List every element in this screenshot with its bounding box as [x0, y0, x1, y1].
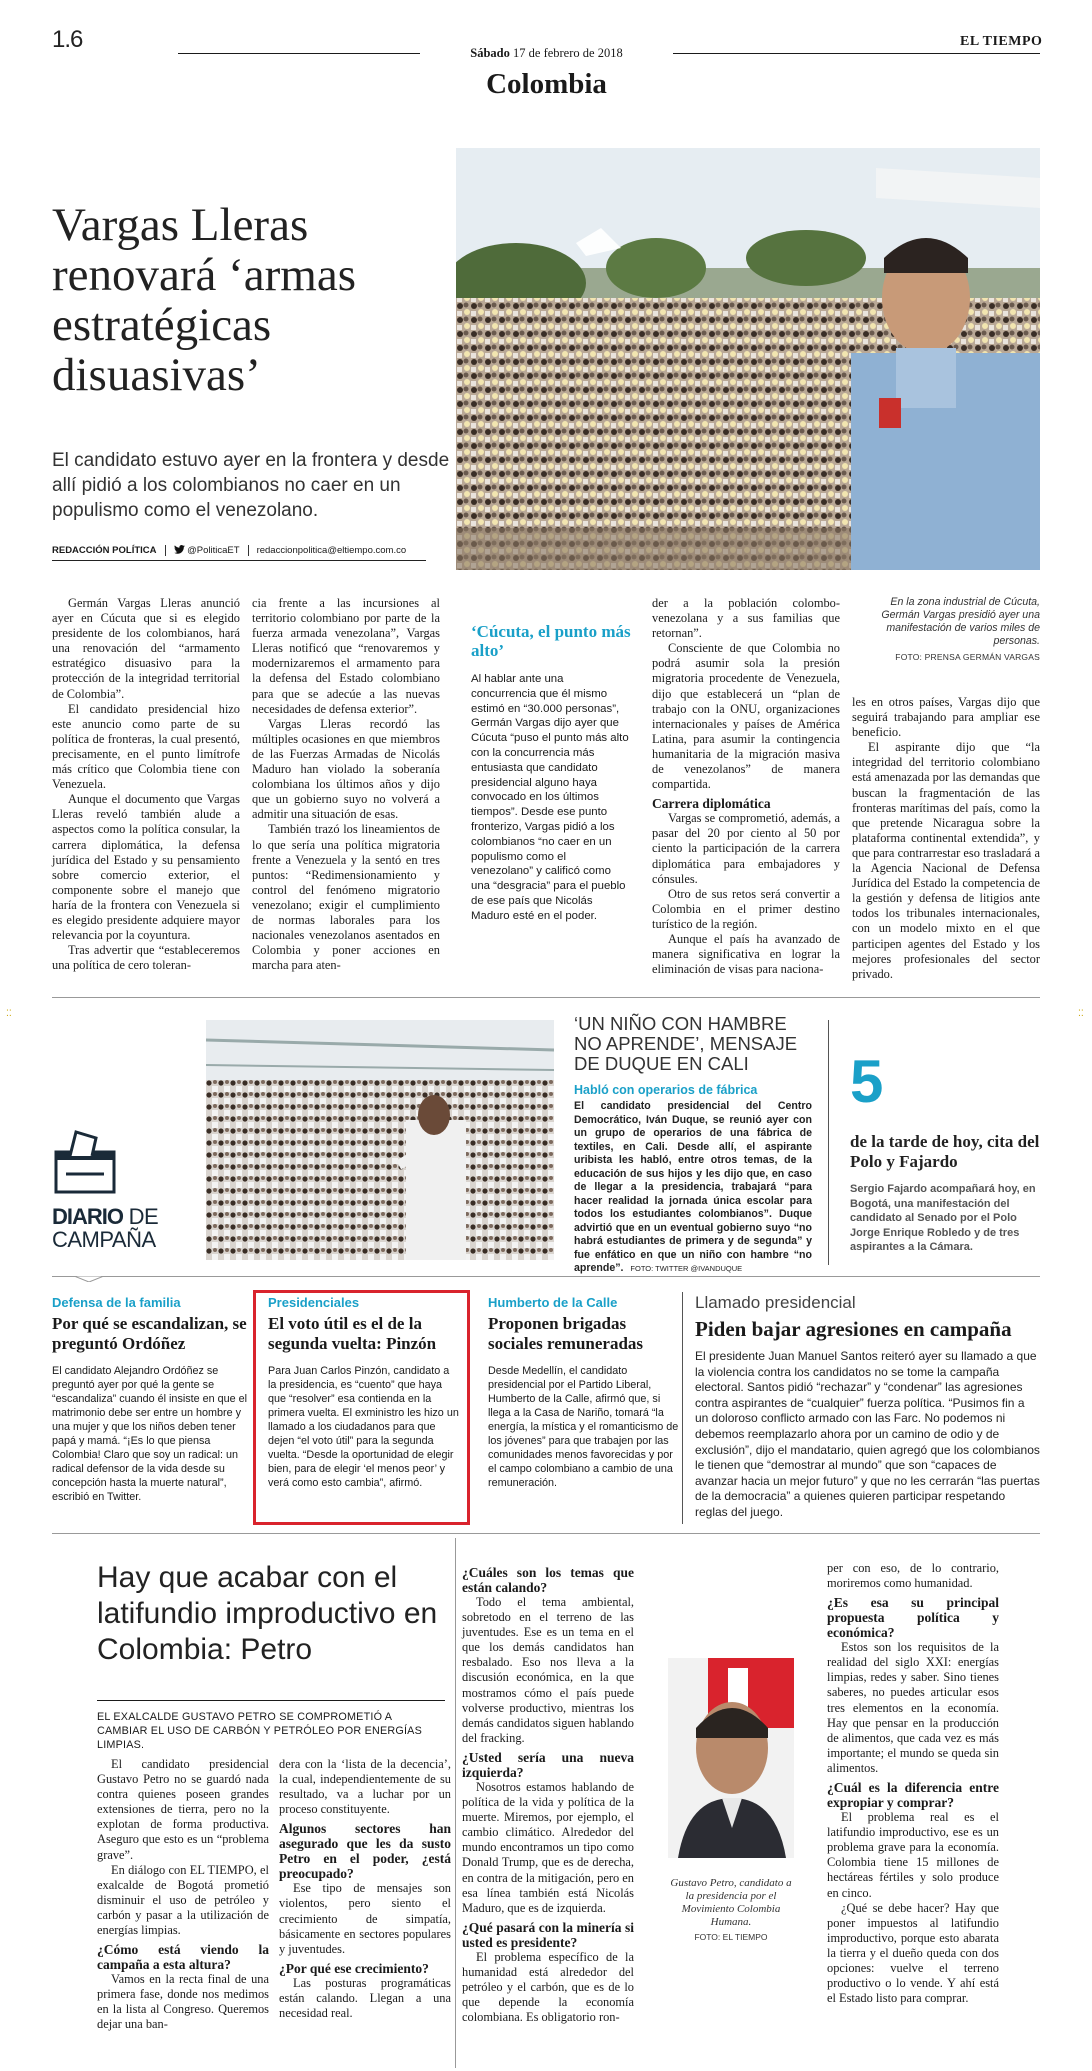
crop-mark-right: ⁚⁚ — [1078, 1008, 1084, 1018]
interview-paragraph: Vamos en la recta final de una primera fase, donde nos medimos en la lista al Congreso. Queremos dejar una ban- — [97, 1972, 269, 2032]
petro-caption-text: Gustavo Petro, candidato a la presidencia por el Movimiento Colombia Humana. — [670, 1877, 792, 1928]
main-col1-p: El candidato presidencial hizo este anuncio como parte de su política de fronteras, la cual presentó, precisamente, en el punto limítrofe más crítico que Colombia tiene con Venezuela. — [52, 701, 240, 792]
big-number: 5 — [850, 1048, 884, 1115]
header-date — [420, 46, 673, 61]
duque-photo — [206, 1020, 554, 1260]
de-word: DE — [128, 1204, 159, 1229]
crowd-illustration — [456, 148, 1040, 570]
brief-text: El presidente Juan Manuel Santos reiteró ayer su llamado a que la violencia contra los candidatos no se tome la campaña electoral. Santos pidió “rechazar” y “condenar” las agresiones contra aspirantes de “cualquier” fuerza política. “Pusimos fin a un doloroso conflicto armado con las Farc. No podemos ni debemos reemplazarlo ahora por un camino de odio y de exclusión”, dijo el mandatario, quien agregó que los colombianos le tienen que “demostrar al mundo” que son “capaces de avanzar hacia un mejor futuro” y que no les cerrarán “las puertas de la democracia” a quienes quieren participar respetando reglas del juego. — [695, 1349, 1040, 1519]
petro-deck-rule — [97, 1700, 445, 1701]
interview-paragraph: per con eso, de lo contrario, moriremos como humanidad. — [827, 1561, 999, 1591]
main-headline: Vargas Lleras renovará ‘armas estratégicas disuasivas’ — [52, 199, 357, 401]
brief-title: Por qué se escandalizan, se preguntó Ordóñez — [52, 1314, 247, 1353]
petro-portrait — [668, 1658, 794, 1858]
brief-text: El candidato Alejandro Ordóñez se preguntó ayer por qué la gente se “escandaliza” cuando él insiste en que el matrimonio debe ser entre un hombre y una mujer y que los niños deben tener papá y mamá. “¡Es lo que piensa Colombia! Claro que soy un radical: un radical defensor de la vida desde su concepción hasta la muerte natural”, escribió en Twitter. — [52, 1365, 248, 1503]
main-subhead: Carrera diplomática — [652, 796, 771, 812]
petro-col-4 — [827, 1561, 999, 2006]
brief-calle — [488, 1295, 684, 1490]
main-col-5 — [852, 695, 1040, 982]
interview-question: ¿Por qué ese crecimiento? — [279, 1960, 429, 1976]
brief-pinzon — [268, 1295, 460, 1490]
duque-headline: ‘UN NIÑO CON HAMBRE NO APRENDE’, MENSAJE DE DUQUE EN CALI — [574, 1013, 798, 1074]
date-day: Sábado — [470, 46, 510, 60]
duque-credit: FOTO: TWITTER @IVANDUQUE — [630, 1264, 743, 1273]
diario-logo-text — [52, 1205, 172, 1251]
diario-word: DIARIO — [52, 1204, 123, 1229]
section-title: Colombia — [486, 68, 607, 100]
main-photo — [456, 148, 1040, 570]
interview-question: ¿Qué pasará con la minería si usted es presidente? — [462, 1919, 634, 1950]
interview-paragraph: El problema real es el latifundio improductivo, ese es un problema grave para la economía. Colombia tiene 15 millones de hectáreas fértiles y solo produce en cinco. — [827, 1810, 999, 1900]
interview-paragraph: dera con la ‘lista de la decencia’, la cual, independientemente de su resultado, va a luchar por un proceso constituyente. — [279, 1757, 451, 1817]
brand-logo: EL TIEMPO — [960, 34, 1043, 49]
main-caption — [866, 596, 1040, 664]
twitter-text: @PoliticaET — [187, 545, 240, 556]
main-col5-p: El aspirante dijo que “la integridad del territorio colombiano está amenazada por las demandas que buscan la fragmentación de las fronteras marítimas del país, como la que pretende Nicaragua sobre la plataforma continental extendida”, y que para contrarrestar eso trasladará a la Agencia Nacional de Defensa Jurídica del Estado la competencia de la gestión y defensa de litigios ante todos los tribunales internacionales, con un modelo mixto en el que participen agentes del Estado y los mejores profesionales del sector privado. — [852, 740, 1040, 981]
brief-title: Piden bajar agresiones en campaña — [695, 1317, 1012, 1341]
interview-question: ¿Cuáles son los temas que están calando? — [462, 1565, 634, 1595]
section-divider — [52, 997, 1040, 998]
main-col4-p: Otro de sus retos será convertir a Colombia en el primer destino turístico de la región. — [652, 886, 840, 931]
interview-paragraph: Todo el tema ambiental, sobretodo en el terreno de las juventudes. Ese es un tema en el que los demás candidatos han resbalado. Eso nos lleva a la discusión económica, en la que mostramos cómo el país puede volverse productivo, mientras los demás candidatos siguen hablando del fracking. — [462, 1595, 634, 1745]
twitter-icon — [174, 545, 185, 554]
interview-paragraph: Ese tipo de mensajes son violentos, pero siento el crecimiento de simpatía, básicamente en sectores populares y juventudes. — [279, 1881, 451, 1956]
byline: REDACCIÓN POLÍTICA — [52, 545, 166, 556]
brief-title: Proponen brigadas sociales remuneradas — [488, 1314, 644, 1353]
main-col-2 — [252, 596, 440, 973]
interview-question: ¿Cómo está viendo la campaña a esta altura? — [97, 1942, 269, 1973]
number-title: de la tarde de hoy, cita del Polo y Fajardo — [850, 1132, 1040, 1171]
sidebar-text: Al hablar ante una concurrencia que él mismo estimó en “30.000 personas”, Germán Vargas dijo ayer que Cúcuta “puso el punto más alto con la concurrencia más entusiasta que candidato presidencial alguno haya convocado en los últimos tiempos”. Desde ese punto fronterizo, Vargas pidió a los colombianos “no caer en un populismo como el venezolano” y calificó como una “desgracia” para el pueblo de ese país que Nicolás Maduro esté en el poder. — [471, 673, 629, 922]
interview-question: ¿Cuál es la diferencia entre expropiar y comprar? — [827, 1780, 999, 1811]
header-rule-right — [673, 53, 1040, 54]
ballot-box-icon — [52, 1130, 118, 1194]
diario-logo — [52, 1130, 172, 1251]
diario-divider — [828, 1020, 829, 1265]
main-deck: El candidato estuvo ayer en la frontera y desde allí pidió a los colombianos no caer en un populismo como el venezolano. — [52, 450, 450, 521]
brief-text: Desde Medellín, el candidato presidencial por el Partido Liberal, Humberto de la Calle, afirmó que, si llega a la Casa de Nariño, tomará “la energía, la mística y el romanticismo de los jóvenes” para que trabajen por las comunidades menos favorecidas y por el campo colombiano a cambio de una remuneración. — [488, 1365, 679, 1489]
brief-kicker: Llamado presidencial — [695, 1293, 856, 1312]
number-text: Sergio Fajardo acompañará hoy, en Bogotá, una manifestación del candidato al Senado por el Polo Jorge Enrique Robledo y de tres aspirantes a la Cámara. — [850, 1183, 1036, 1253]
page-number — [52, 26, 82, 54]
petro-caption — [668, 1877, 794, 1944]
brief-santos — [695, 1293, 1040, 1521]
duque-text — [574, 1100, 812, 1276]
main-col1-p: Germán Vargas Lleras anunció ayer en Cúcuta que si es elegido presidente de los colombianos, hará una renovación del “armamento estratégico disuasivo para la protección de la integridad territorial de Colombia”. — [52, 596, 240, 701]
interview-paragraph: El candidato presidencial Gustavo Petro no se guardó nada contra quienes poseen grandes extensiones de tierra, pero no la explotan de forma productiva. Aseguro que esto es un “problema grave”. — [97, 1757, 269, 1862]
petro-col-2 — [279, 1757, 451, 2021]
sidebar-title: ‘Cúcuta, el punto más alto’ — [471, 622, 631, 660]
duque-subhead: Habló con operarios de fábrica — [574, 1083, 758, 1097]
interview-paragraph: Las posturas programáticas están calando. Llegan a una necesidad real. — [279, 1975, 451, 2021]
main-col1-p: Tras advertir que “estableceremos una política de cero toleran- — [52, 943, 240, 973]
briefs-divider — [682, 1292, 683, 1524]
interview-paragraph: El problema específico de la humanidad está alrededor del petróleo y el carbón, que es de lo que depende la economía colombiana. Es obligatorio ron- — [462, 1949, 634, 2025]
petro-photo — [668, 1658, 794, 1858]
main-col4-p: Aunque el país ha avanzado de manera significativa en lograr la eliminación de visas para naciona- — [652, 931, 840, 977]
main-photo-credit: FOTO: PRENSA GERMÁN VARGAS — [895, 652, 1040, 662]
brief-text: Para Juan Carlos Pinzón, candidato a la presidencia, es “cuento” que haya que “resolver” esa contienda en la primera vuelta. El exministro les hizo un llamado a los ciudadanos para que dejen “el voto útil” para la segunda vuelta. “Desde la oportunidad de elegir bien, para de elegir ‘el menos peor’ y verá como esto cambia”, afirmó. — [268, 1365, 459, 1489]
main-caption-text: En la zona industrial de Cúcuta, Germán Vargas presidió ayer una manifestación de varios miles de personas. — [881, 596, 1040, 647]
interview-question: ¿Es esa su principal propuesta política y económica? — [827, 1595, 999, 1641]
brief-kicker: Defensa de la familia — [52, 1295, 181, 1310]
interview-question: ¿Usted sería una nueva izquierda? — [462, 1749, 634, 1780]
main-col-1 — [52, 596, 240, 973]
petro-top-rule — [52, 1533, 1040, 1534]
petro-col-1 — [97, 1757, 269, 2033]
main-col5-p: les en otros países, Vargas dijo que seguirá trabajando para ampliar ese beneficio. — [852, 695, 1040, 740]
header-rule-left — [178, 53, 420, 54]
main-col4-p: der a la población colombo-venezolana y a sus familias que retornan”. — [652, 596, 840, 641]
petro-col-divider — [455, 1538, 456, 2068]
petro-credit: FOTO: EL TIEMPO — [694, 1932, 768, 1942]
petro-deck: EL EXALCALDE GUSTAVO PETRO SE COMPROMETIÓ A CAMBIAR EL USO DE CARBÓN Y PETRÓLEO POR ENERGÍAS LIMPIAS. — [97, 1711, 422, 1751]
brief-kicker: Presidenciales — [268, 1295, 360, 1310]
byline-bar — [52, 541, 426, 561]
interview-paragraph: Nosotros estamos hablando de política de la vida y política de la muerte. Miremos, por ejemplo, el cambio climático. Alrededor del mundo encontramos un tipo como Donald Trump, que es de derecha, en contra de la mitigación, pero en esa línea también está Nicolás Maduro, que es de izquierda. — [462, 1779, 634, 1915]
main-col2-p: Vargas Lleras recordó las múltiples ocasiones en que miembros de las Fuerzas Armadas de Nicolás Maduro han violado la soberanía colombiana los últimos años y dijo que un gobierno suyo no volverá a admitir una situación de esas. — [252, 716, 440, 822]
main-col4-p: Vargas se comprometió, además, a pasar del 20 por ciento al 50 por ciento la participación de la carrera diplomática para embajadores y cónsules. — [652, 811, 840, 886]
interview-question: Algunos sectores han asegurado que les da susto Petro en el poder, ¿está preocupado? — [279, 1821, 451, 1882]
byline-email[interactable]: redaccionpolitica@eltiempo.com.co — [256, 545, 407, 556]
sidebar-box — [471, 622, 631, 924]
brief-kicker: Humberto de la Calle — [488, 1295, 618, 1310]
diario-bottom-rule — [52, 1276, 1040, 1277]
main-col4-p: Consciente de que Colombia no podrá asumir sola la presión migratoria procedente de Venezuela, dijo que establecerá un “plan de trabajo con la ONU, organizaciones internacionales y países de América Latina, para asumir la contingencia humanitaria de la migración masiva de venezolanos” de manera compartida. — [652, 641, 840, 792]
interview-paragraph: ¿Qué se debe hacer? Hay que poner impuestos al latifundio improductivo, porque esto abarata la tierra y el dueño queda con dos opciones: vuelve el terreno productivo o lo vende. Y ahí está el Estado listo para comprar. — [827, 1900, 999, 2006]
main-col1-p: Aunque el documento que Vargas Lleras reveló también alude a aspectos como la política consular, la carrera diplomática, la defensa jurídica del Estado y su pensamiento sobre comercio exterior, el componente sobre el manejo que haría de la frontera con Venezuela si es elegido presidente adquiere mayor relevancia por la coyuntura. — [52, 792, 240, 943]
brief-title: El voto útil es el de la segunda vuelta: Pinzón — [268, 1314, 437, 1353]
date-rest: 17 de febrero de 2018 — [513, 46, 623, 60]
interview-paragraph: Estos son los requisitos de la realidad del siglo XXI: energías limpias, redes y saber. Sino tienes saberes, no puedes articular esos tres elementos en la economía. Hay que pensar en la producción de alimentos, que cada vez es más importante; el mundo se queda sin alimentos. — [827, 1640, 999, 1775]
petro-col-3 — [462, 1561, 634, 2025]
notch — [74, 1272, 104, 1282]
crop-mark-left: ⁚⁚ — [6, 1008, 12, 1018]
factory-crowd-illustration — [206, 1020, 554, 1260]
duque-text-body: El candidato presidencial del Centro Democrático, Iván Duque, se reunió ayer con un grupo de operarios de una fábrica de textiles, en Cali. Desde allí, el aspirante uribista les habló, entre otros temas, de la educación de sus hijos y les dijo que, en caso de llegar a la presidencia, trabajará “para hacer realidad la jornada única escolar para todos los estudiantes colombianos”. Duque advirtió que en un eventual gobierno suyo “no habrá estudiantes de primera y de segunda” y fue enfático en que un niño con hambre “no aprende”. — [574, 1100, 812, 1274]
brief-ordonez — [52, 1295, 248, 1504]
interview-paragraph: En diálogo con EL TIEMPO, el exalcalde de Bogotá prometió disminuir el uso de petróleo y carbón y pasar a la utilización de energías limpias. — [97, 1862, 269, 1938]
page-number-text: 1.6 — [52, 26, 83, 53]
twitter-handle[interactable] — [166, 545, 249, 556]
main-col2-p: cia frente a las incursiones al territorio colombiano por parte de la fuerza armada venezolana”, Vargas Lleras notificó que “renovaremos y modernizaremos el armamento para la defensa del Estado colombiano para que se adecúe a las nuevas necesidades de defensa exterior”. — [252, 596, 440, 716]
main-col2-p: También trazó los lineamientos de lo que sería una política migratoria frente a Venezuela y la sentó en tres puntos: “Redimensionamiento y control del fenómeno migratorio venezolano; exigir el cumplimiento de normas laborales para los nacionales venezolanos asentados en Colombia y poner acciones en marcha para aten- — [252, 822, 440, 973]
main-col-4 — [652, 596, 840, 977]
campana-word: CAMPAÑA — [52, 1227, 156, 1252]
petro-headline: Hay que acabar con el latifundio improductivo en Colombia: Petro — [97, 1561, 438, 1666]
